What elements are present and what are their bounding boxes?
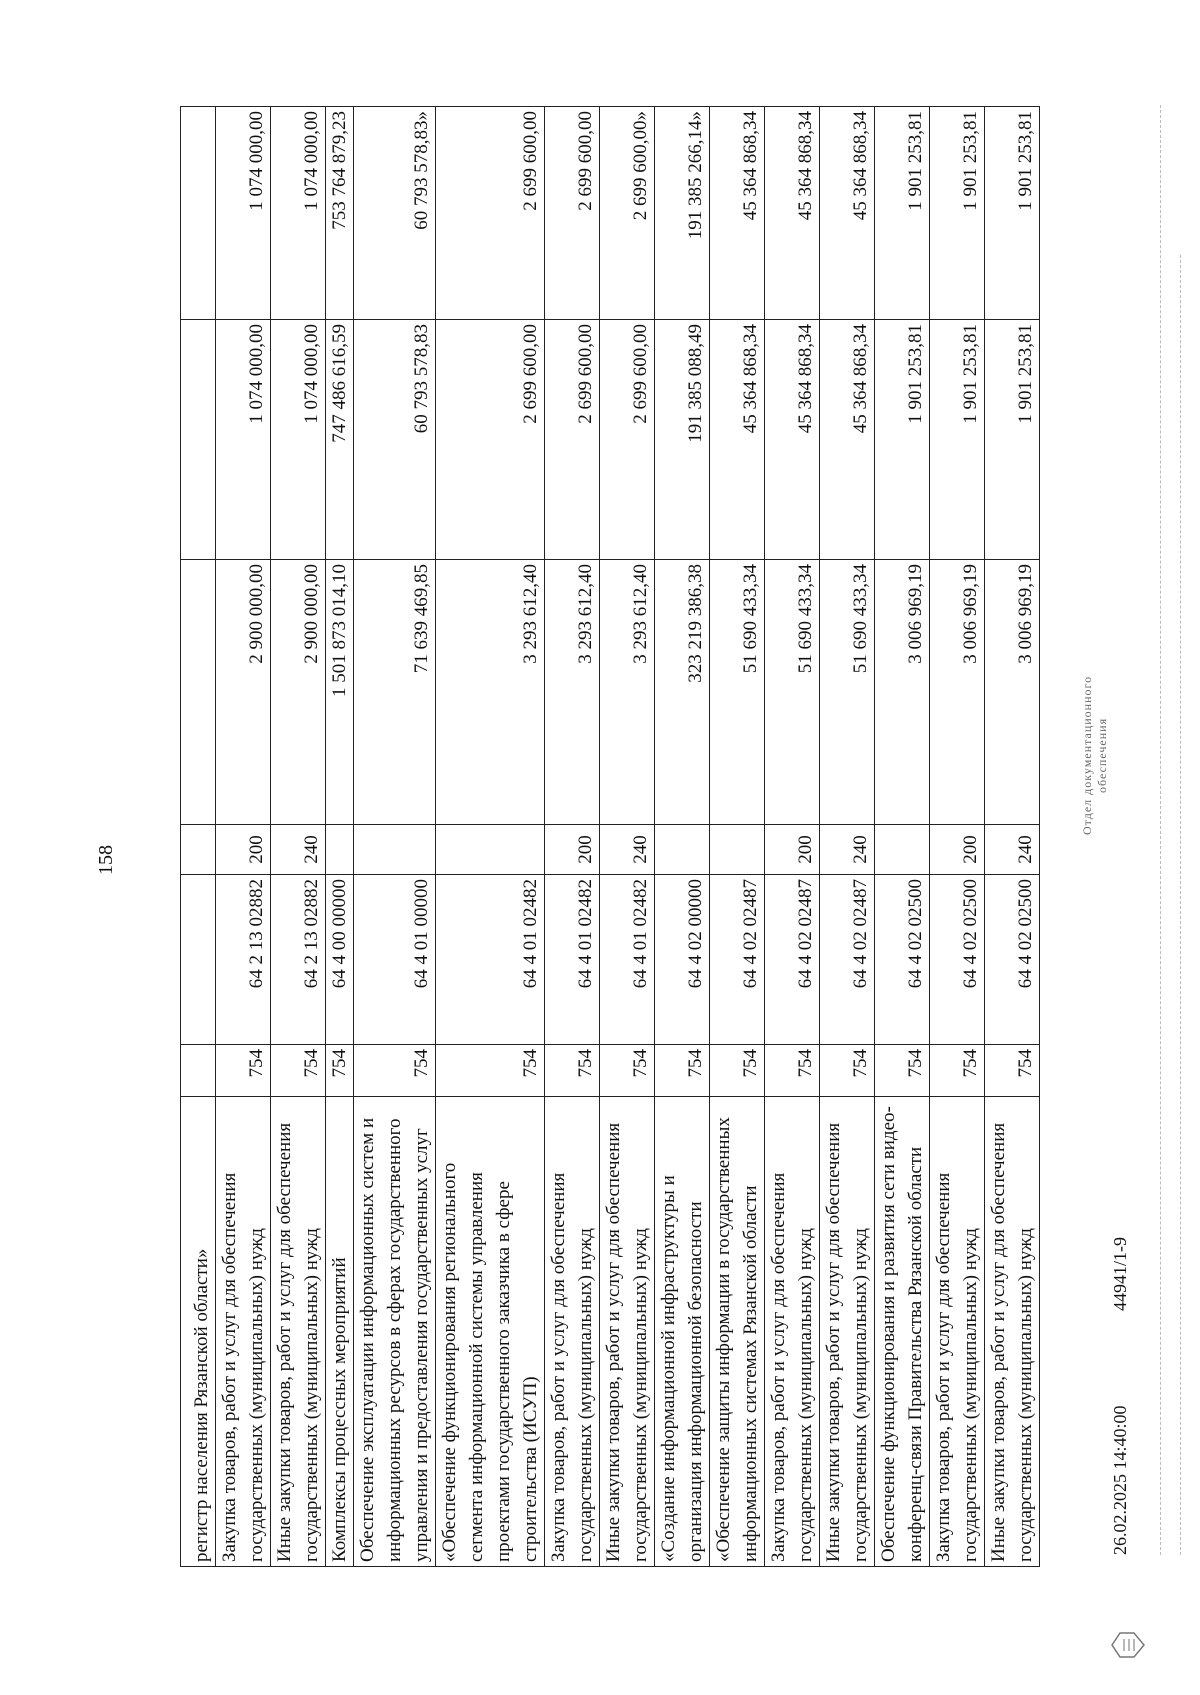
row-value-1: 3 006 969,19 bbox=[985, 560, 1040, 825]
row-value-2: 1 074 000,00 bbox=[271, 320, 326, 560]
row-value-1: 3 006 969,19 bbox=[930, 560, 985, 825]
row-ved: 754 bbox=[765, 1045, 820, 1097]
row-value-1: 2 900 000,00 bbox=[216, 560, 271, 825]
row-vr bbox=[875, 825, 930, 875]
footer bbox=[1110, 1147, 1131, 1555]
row-csr bbox=[181, 875, 216, 1045]
row-ved: 754 bbox=[545, 1045, 600, 1097]
row-csr: 64 4 02 02487 bbox=[710, 875, 765, 1045]
table-row bbox=[655, 107, 710, 1567]
row-vr: 200 bbox=[930, 825, 985, 875]
row-value-3: 1 901 253,81 bbox=[930, 107, 985, 320]
row-ved: 754 bbox=[354, 1045, 436, 1097]
row-csr: 64 4 02 02500 bbox=[985, 875, 1040, 1045]
row-value-2: 1 901 253,81 bbox=[875, 320, 930, 560]
row-vr: 240 bbox=[271, 825, 326, 875]
row-ved bbox=[181, 1045, 216, 1097]
row-value-3: 2 699 600,00» bbox=[600, 107, 655, 320]
row-vr bbox=[326, 825, 354, 875]
row-csr: 64 4 01 02482 bbox=[436, 875, 545, 1045]
table-row bbox=[985, 107, 1040, 1567]
row-name: «Создание информационной инфраструктуры и организация информационной безопасности bbox=[655, 1097, 710, 1567]
row-name: «Обеспечение защиты информации в государственных информационных системах Рязанской области bbox=[710, 1097, 765, 1567]
row-value-3: 45 364 868,34 bbox=[765, 107, 820, 320]
row-value-3: 191 385 266,14» bbox=[655, 107, 710, 320]
table-row bbox=[436, 107, 545, 1567]
budget-table bbox=[180, 106, 1040, 1567]
row-value-3: 1 074 000,00 bbox=[216, 107, 271, 320]
row-vr: 240 bbox=[985, 825, 1040, 875]
row-vr bbox=[436, 825, 545, 875]
table-row bbox=[326, 107, 354, 1567]
row-ved: 754 bbox=[271, 1045, 326, 1097]
row-vr: 200 bbox=[216, 825, 271, 875]
row-name: Обеспечение эксплуатации информационных систем и информационных ресурсов в сферах государственного управления и предоставления государственных услуг bbox=[354, 1097, 436, 1567]
row-vr: 200 bbox=[765, 825, 820, 875]
row-ved: 754 bbox=[655, 1045, 710, 1097]
row-csr: 64 2 13 02882 bbox=[216, 875, 271, 1045]
row-value-2: 191 385 088,49 bbox=[655, 320, 710, 560]
row-value-1 bbox=[181, 560, 216, 825]
table-row bbox=[820, 107, 875, 1567]
row-vr bbox=[655, 825, 710, 875]
row-value-2: 45 364 868,34 bbox=[765, 320, 820, 560]
row-name: Обеспечение функционирования и развития сети видео-конференц-связи Правительства Рязанской области bbox=[875, 1097, 930, 1567]
row-value-2: 45 364 868,34 bbox=[710, 320, 765, 560]
row-name: Закупка товаров, работ и услуг для обеспечения государственных (муниципальных) нужд bbox=[765, 1097, 820, 1567]
row-name: Закупка товаров, работ и услуг для обеспечения государственных (муниципальных) нужд bbox=[216, 1097, 271, 1567]
row-ved: 754 bbox=[930, 1045, 985, 1097]
row-value-1: 3 293 612,40 bbox=[436, 560, 545, 825]
row-value-3: 1 074 000,00 bbox=[271, 107, 326, 320]
page-number: 158 bbox=[95, 845, 117, 875]
row-value-1: 3 006 969,19 bbox=[875, 560, 930, 825]
scan-artifact bbox=[1180, 255, 1181, 1555]
row-ved: 754 bbox=[326, 1045, 354, 1097]
row-value-3: 2 699 600,00 bbox=[545, 107, 600, 320]
row-value-3: 45 364 868,34 bbox=[820, 107, 875, 320]
footer-doc-id: 44941/1-9 bbox=[1110, 1236, 1130, 1311]
row-name: регистр населения Рязанской области» bbox=[181, 1097, 216, 1567]
row-csr: 64 4 02 02487 bbox=[765, 875, 820, 1045]
row-ved: 754 bbox=[216, 1045, 271, 1097]
table-row bbox=[600, 107, 655, 1567]
row-value-2: 747 486 616,59 bbox=[326, 320, 354, 560]
row-csr: 64 4 00 00000 bbox=[326, 875, 354, 1045]
row-csr: 64 2 13 02882 bbox=[271, 875, 326, 1045]
emblem-icon bbox=[1110, 1630, 1146, 1660]
row-name: «Обеспечение функционирования регионального сегмента информационной системы управления проектами государственного заказчика в сфере строительства (ИСУП) bbox=[436, 1097, 545, 1567]
row-vr: 200 bbox=[545, 825, 600, 875]
row-name: Иные закупки товаров, работ и услуг для обеспечения государственных (муниципальных) нужд bbox=[271, 1097, 326, 1567]
row-vr bbox=[354, 825, 436, 875]
table-row bbox=[545, 107, 600, 1567]
row-value-2: 2 699 600,00 bbox=[436, 320, 545, 560]
row-value-1: 1 501 873 014,10 bbox=[326, 560, 354, 825]
row-name: Комплексы процессных мероприятий bbox=[326, 1097, 354, 1567]
row-ved: 754 bbox=[820, 1045, 875, 1097]
row-value-3: 2 699 600,00 bbox=[436, 107, 545, 320]
footer-datetime: 26.02.2025 14:40:00 bbox=[1110, 1405, 1130, 1555]
row-name: Закупка товаров, работ и услуг для обеспечения государственных (муниципальных) нужд bbox=[930, 1097, 985, 1567]
row-ved: 754 bbox=[985, 1045, 1040, 1097]
row-value-2: 2 699 600,00 bbox=[545, 320, 600, 560]
row-ved: 754 bbox=[436, 1045, 545, 1097]
row-value-1: 51 690 433,34 bbox=[710, 560, 765, 825]
row-value-3: 1 901 253,81 bbox=[985, 107, 1040, 320]
row-value-3: 1 901 253,81 bbox=[875, 107, 930, 320]
row-value-2: 2 699 600,00 bbox=[600, 320, 655, 560]
row-name: Закупка товаров, работ и услуг для обеспечения государственных (муниципальных) нужд bbox=[545, 1097, 600, 1567]
scan-artifact bbox=[1160, 105, 1161, 1555]
table-row bbox=[710, 107, 765, 1567]
row-csr: 64 4 02 02487 bbox=[820, 875, 875, 1045]
table-row bbox=[875, 107, 930, 1567]
row-value-2 bbox=[181, 320, 216, 560]
row-value-1: 3 293 612,40 bbox=[600, 560, 655, 825]
row-ved: 754 bbox=[600, 1045, 655, 1097]
row-value-2: 1 901 253,81 bbox=[985, 320, 1040, 560]
row-value-2: 45 364 868,34 bbox=[820, 320, 875, 560]
table-row bbox=[216, 107, 271, 1567]
row-csr: 64 4 01 00000 bbox=[354, 875, 436, 1045]
row-name: Иные закупки товаров, работ и услуг для обеспечения государственных (муниципальных) нужд bbox=[600, 1097, 655, 1567]
row-name: Иные закупки товаров, работ и услуг для обеспечения государственных (муниципальных) нужд bbox=[985, 1097, 1040, 1567]
row-value-2: 60 793 578,83 bbox=[354, 320, 436, 560]
table-row bbox=[181, 107, 216, 1567]
row-value-1: 323 219 386,38 bbox=[655, 560, 710, 825]
row-value-2: 1 074 000,00 bbox=[216, 320, 271, 560]
row-value-3 bbox=[181, 107, 216, 320]
row-vr bbox=[710, 825, 765, 875]
table-row bbox=[354, 107, 436, 1567]
row-ved: 754 bbox=[710, 1045, 765, 1097]
row-value-2: 1 901 253,81 bbox=[930, 320, 985, 560]
row-value-3: 753 764 879,23 bbox=[326, 107, 354, 320]
row-vr bbox=[181, 825, 216, 875]
row-vr: 240 bbox=[820, 825, 875, 875]
row-value-1: 2 900 000,00 bbox=[271, 560, 326, 825]
row-value-3: 45 364 868,34 bbox=[710, 107, 765, 320]
row-value-1: 71 639 469,85 bbox=[354, 560, 436, 825]
row-vr: 240 bbox=[600, 825, 655, 875]
row-csr: 64 4 01 02482 bbox=[600, 875, 655, 1045]
row-value-1: 51 690 433,34 bbox=[820, 560, 875, 825]
table-row bbox=[271, 107, 326, 1567]
row-value-1: 3 293 612,40 bbox=[545, 560, 600, 825]
stamp-line-1: Отдел документационного bbox=[1080, 675, 1094, 835]
row-name: Иные закупки товаров, работ и услуг для обеспечения государственных (муниципальных) нужд bbox=[820, 1097, 875, 1567]
stamp-line-2: обеспечения bbox=[1095, 717, 1109, 793]
row-csr: 64 4 02 02500 bbox=[930, 875, 985, 1045]
row-csr: 64 4 02 00000 bbox=[655, 875, 710, 1045]
row-ved: 754 bbox=[875, 1045, 930, 1097]
row-csr: 64 4 01 02482 bbox=[545, 875, 600, 1045]
table-row bbox=[930, 107, 985, 1567]
table-row bbox=[765, 107, 820, 1567]
row-csr: 64 4 02 02500 bbox=[875, 875, 930, 1045]
registration-stamp bbox=[1080, 676, 1110, 835]
row-value-1: 51 690 433,34 bbox=[765, 560, 820, 825]
row-value-3: 60 793 578,83» bbox=[354, 107, 436, 320]
